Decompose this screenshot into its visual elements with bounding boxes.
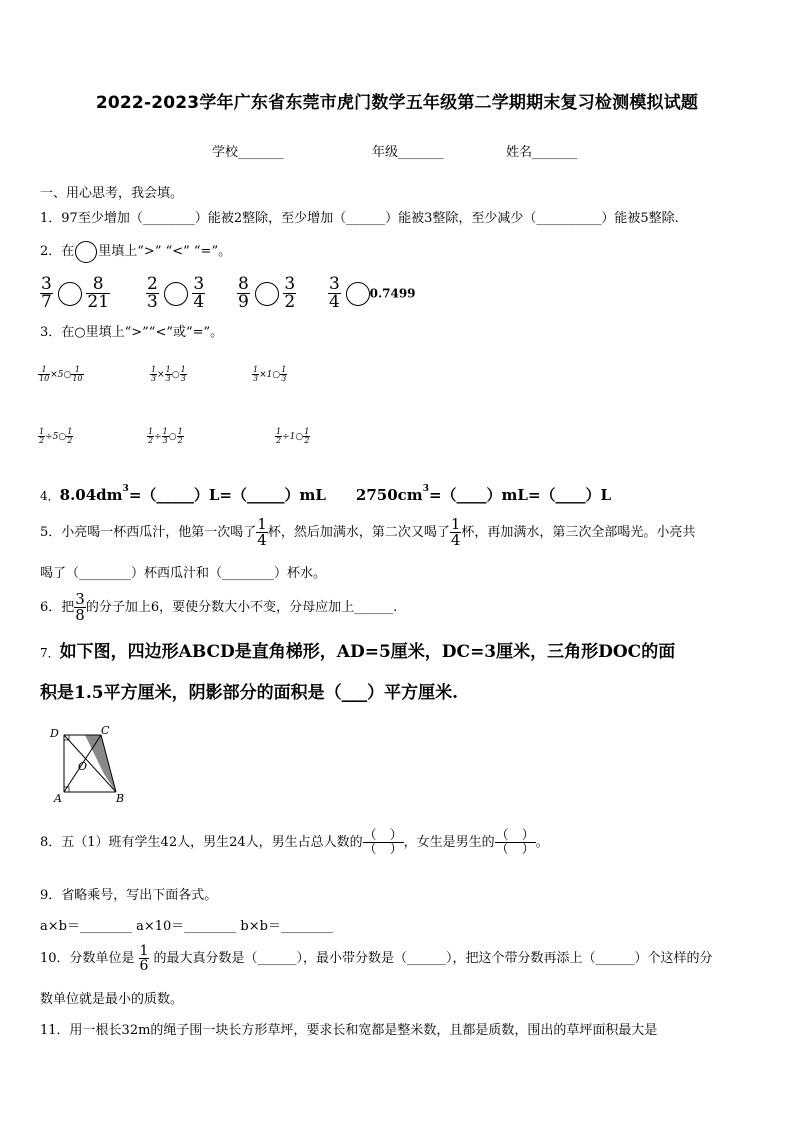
label-d: D [50, 727, 59, 740]
question-2 [40, 240, 231, 263]
compare-circle[interactable] [255, 282, 279, 306]
fraction: $\frac{3}{4}$ [329, 274, 340, 312]
question-5: 5．小亮喝一杯西瓜汁，他第一次喝了 $\frac{1}{4}$ 杯，然后加满水，第二次又喝了 $\frac{1}{4}$ 杯，再加满水，第三次全部喝光。小亮共 [40, 515, 696, 549]
circle-icon [75, 241, 97, 263]
q2-item-1 [40, 276, 110, 311]
question-7-line-2: 积是1.5平方厘米，阴影部分的面积是（___）平方厘米. [40, 683, 458, 703]
q2-item-2 [146, 276, 205, 311]
question-9-answers[interactable]: a×b＝________ a×10＝________ b×b＝________ [40, 919, 333, 934]
fraction: $\frac{8}{9}$ [238, 274, 249, 312]
label-o: O [78, 760, 88, 773]
question-7: 7．如下图，四边形ABCD是直角梯形，AD=5厘米，DC=3厘米，三角形DOC的面 [40, 642, 676, 662]
q2-item-4: $\frac{3}{4}$ 0.7499 [329, 274, 416, 312]
label-b: B [116, 792, 125, 804]
q3-r1-item-2: $\frac{1}{3}$ × $\frac{1}{3}$ ○ $\frac{1}{3}$ [151, 365, 186, 383]
question-3: 3．在○里填上“>”“<”或“=”。 [40, 325, 224, 340]
section-heading: 一、用心思考，我会填。 [40, 186, 184, 201]
compare-circle[interactable] [346, 282, 370, 306]
question-10-line-2: 数单位就是最小的质数。 [40, 992, 184, 1007]
school-field[interactable]: 学校_______ [212, 145, 284, 160]
question-6: 6．把 $\frac{3}{8}$ 的分子加上6，要使分数大小不变，分母应加上______. [40, 590, 398, 624]
question-8: 8．五（1）班有学生42人，男生24人，男生占总人数的 $\frac{( )}{( )}$ ，女生是男生的 $\frac{( )}{( )}$ 。 [40, 828, 549, 857]
label-c: C [101, 724, 110, 737]
question-9: 9．省略乘号，写出下面各式。 [40, 888, 218, 903]
question-1: 1．97至少增加（________）能被2整除，至少增加（______）能被3整除，至少减少（__________）能被5整除. [40, 211, 679, 226]
question-5-line-2: 喝了（________）杯西瓜汁和（________）杯水。 [40, 566, 327, 581]
q3-r2-item-2: $\frac{1}{2}$ ÷ $\frac{1}{3}$ ○ $\frac{1}{2}$ [148, 427, 183, 445]
grade-field[interactable]: 年级_______ [372, 145, 444, 160]
compare-circle[interactable] [58, 282, 82, 306]
question-11: 11．用一根长32m的绳子围一块长方形草坪，要求长和宽都是整米数，且都是质数，围出的草坪面积最大是 [40, 1023, 658, 1038]
fraction: $\frac{8}{21}$ [87, 274, 110, 312]
q2-item-3 [237, 276, 296, 311]
q3-r2-item-3: $\frac{1}{2}$ ÷1○ $\frac{1}{2}$ [276, 427, 310, 445]
page-title: 2022-2023学年广东省东莞市虎门数学五年级第二学期期末复习检测模拟试题 [95, 93, 699, 113]
fraction: $\frac{3}{4}$ [193, 274, 205, 312]
compare-circle[interactable] [164, 282, 188, 306]
q2-pre: 2．在 [40, 244, 75, 259]
fraction: $\frac{2}{3}$ [147, 274, 158, 312]
q3-r1-item-3: $\frac{1}{3}$ ×1○ $\frac{1}{3}$ [253, 365, 287, 383]
name-field[interactable]: 姓名_______ [506, 145, 578, 160]
question-4: 4．$8.04dm^3=(\_\_\_\_\_)L=(\_\_\_\_\_)mL$ $2750cm^3=(\_\_\_\_)mL=(\_\_\_\_)L$ [40, 484, 612, 504]
q2-post: 里填上“>” “<” “=”。 [98, 244, 232, 259]
fraction: $\frac{3}{7}$ [41, 274, 52, 312]
q3-r1-item-1: $\frac{1}{10}$ ×5○ $\frac{1}{10}$ [39, 365, 83, 383]
trapezoid-figure [46, 722, 136, 804]
label-a: A [54, 792, 62, 804]
fraction: $\frac{3}{2}$ [284, 274, 296, 312]
q3-r2-item-1: $\frac{1}{2}$ ÷5○ $\frac{1}{2}$ [39, 427, 73, 445]
question-10: 10．分数单位是 $\frac{1}{6}$ 的最大真分数是（______），最小带分数是（______），把这个带分数再添上（______）个这样的分 [40, 943, 713, 974]
